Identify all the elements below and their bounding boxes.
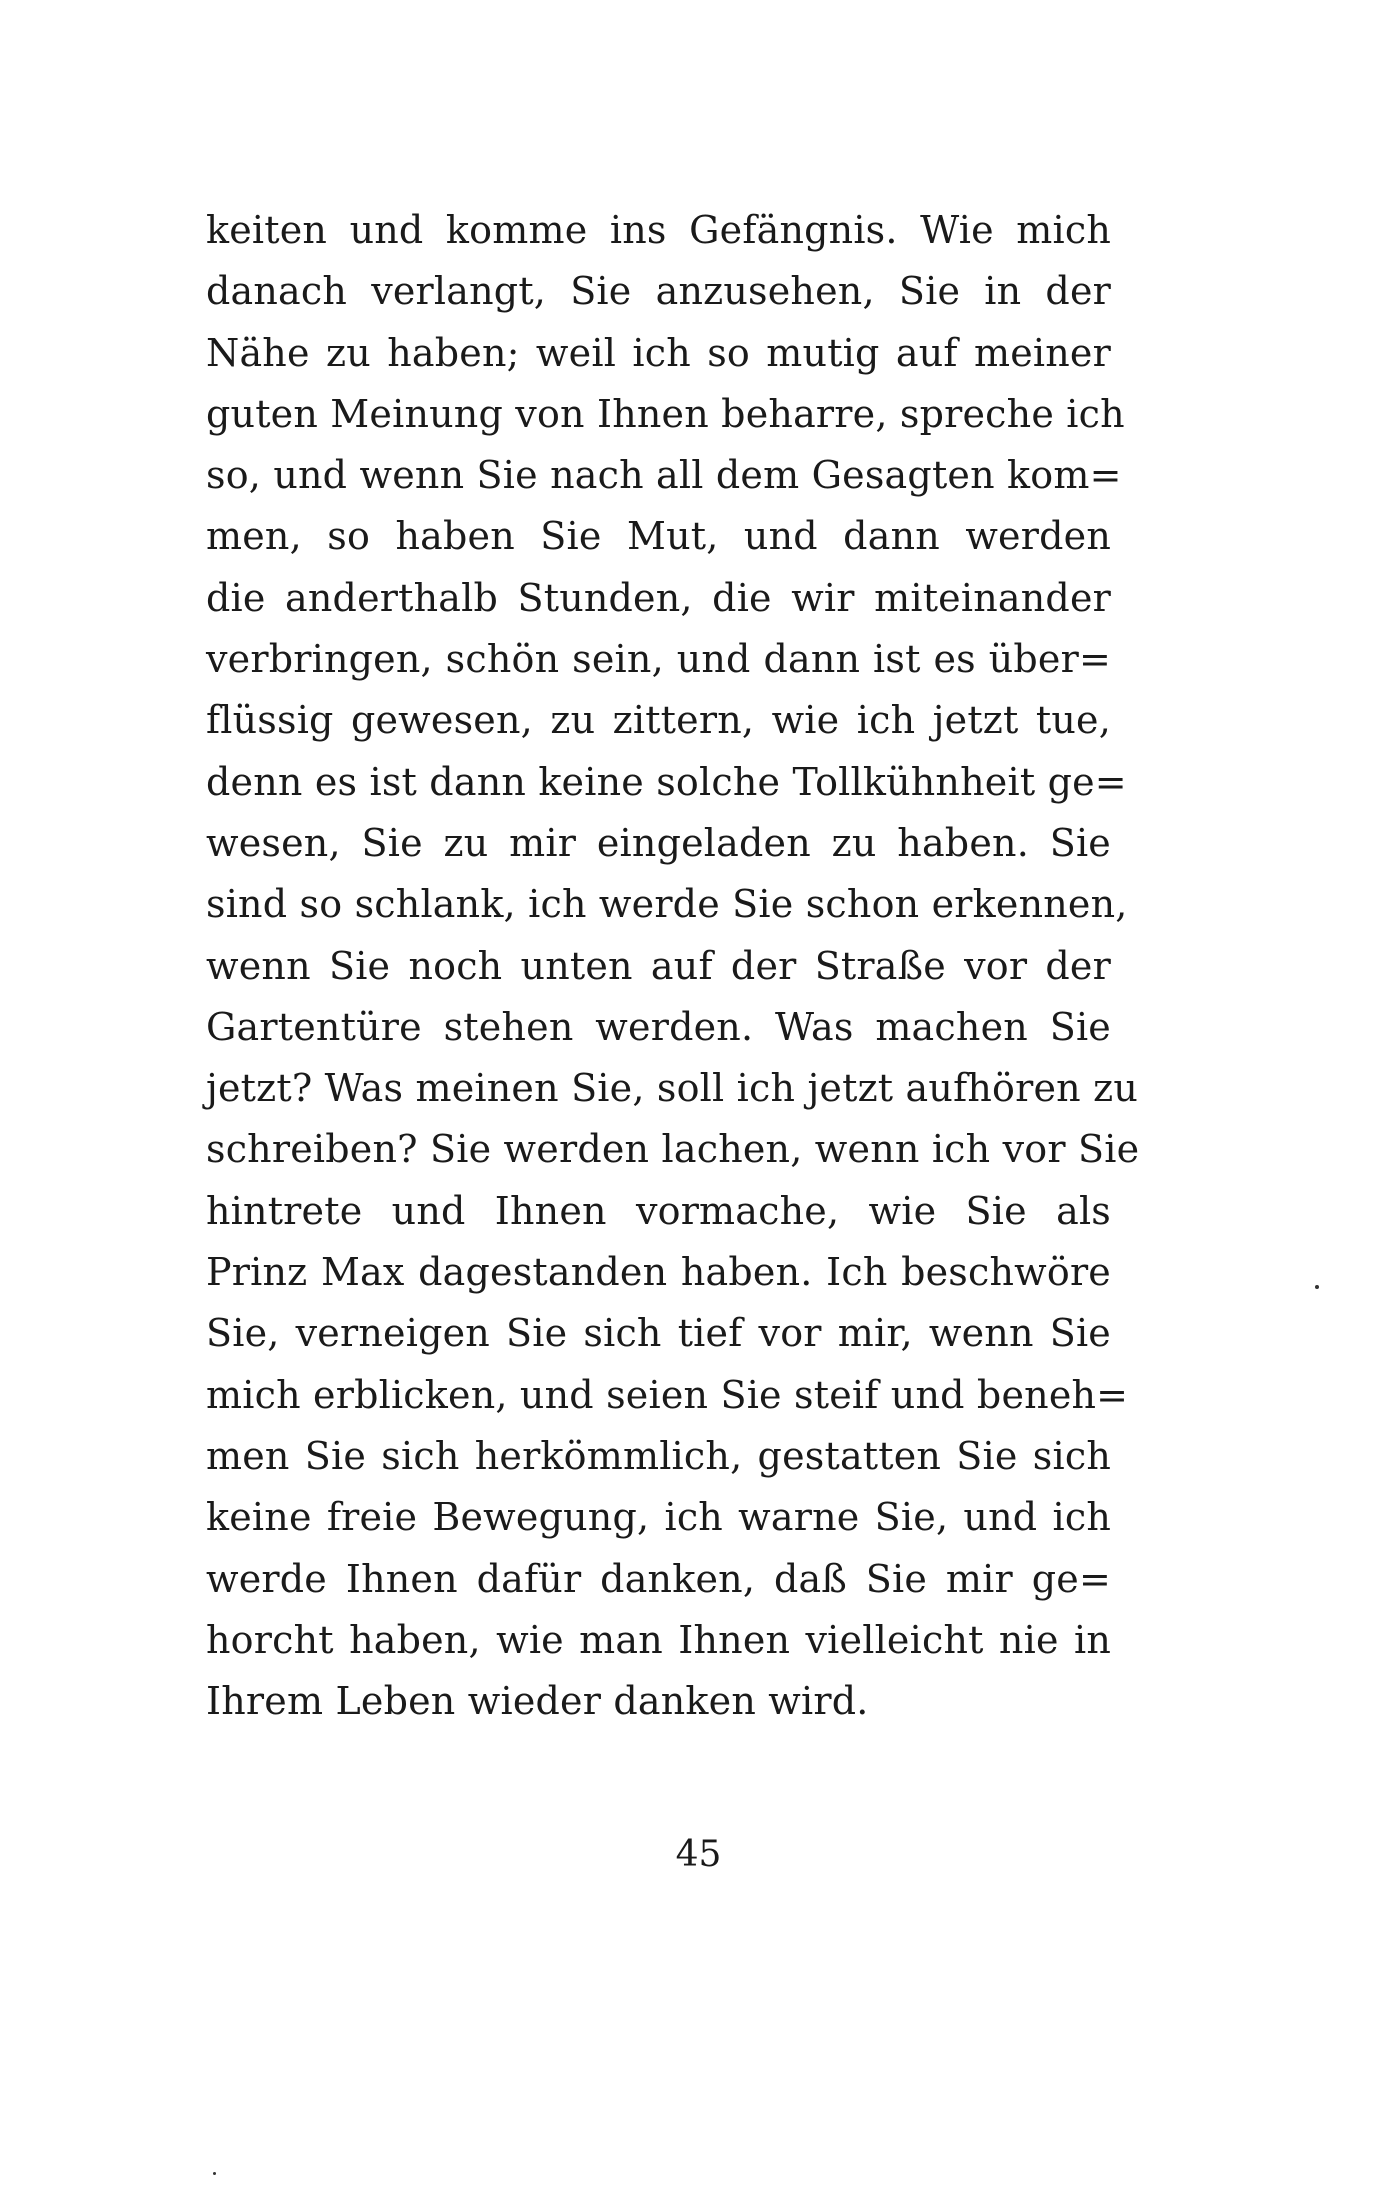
text-line: die anderthalb Stunden, die wir miteinander — [206, 575, 1111, 620]
text-line-last: Ihrem Leben wieder danken wird. — [206, 1679, 869, 1724]
text-line: denn es ist dann keine solche Tollkühnheit ge= — [206, 759, 1127, 804]
text-line: mich erblicken, und seien Sie steif und beneh= — [206, 1372, 1129, 1417]
text-line: jetzt? Was meinen Sie, soll ich jetzt aufhören zu — [206, 1066, 1139, 1111]
paper-speck — [1315, 1285, 1319, 1289]
text-line: sind so schlank, ich werde Sie schon erkennen, — [206, 882, 1128, 927]
text-line: wenn Sie noch unten auf der Straße vor der — [206, 943, 1111, 988]
text-line: Nähe zu haben; weil ich so mutig auf meiner — [206, 330, 1111, 375]
text-line: keiten und komme ins Gefängnis. Wie mich — [206, 208, 1111, 252]
text-line: flüssig gewesen, zu zittern, wie ich jetzt tue, — [206, 698, 1111, 743]
page-number: 45 — [675, 1834, 722, 1875]
body-text — [206, 200, 1140, 1732]
text-line: Sie, verneigen Sie sich tief vor mir, wenn Sie — [206, 1311, 1111, 1356]
text-line: Gartentüre stehen werden. Was machen Sie — [206, 1004, 1111, 1049]
text-line: hintrete und Ihnen vormache, wie Sie als — [206, 1188, 1111, 1233]
text-line: men, so haben Sie Mut, und dann werden — [206, 514, 1111, 559]
text-line: danach verlangt, Sie anzusehen, Sie in der — [206, 269, 1111, 314]
paper-speck — [213, 2172, 216, 2175]
text-line: Prinz Max dagestanden haben. Ich beschwöre — [206, 1250, 1111, 1295]
text-line: guten Meinung von Ihnen beharre, spreche ich — [206, 391, 1125, 436]
text-line: wesen, Sie zu mir eingeladen zu haben. Sie — [206, 820, 1111, 865]
text-line: schreiben? Sie werden lachen, wenn ich vor Sie — [206, 1127, 1140, 1172]
text-line: so, und wenn Sie nach all dem Gesagten kom= — [206, 453, 1122, 498]
text-line: horcht haben, wie man Ihnen vielleicht nie in — [206, 1617, 1111, 1662]
text-line: werde Ihnen dafür danken, daß Sie mir ge= — [206, 1556, 1111, 1601]
text-line: men Sie sich herkömmlich, gestatten Sie sich — [206, 1433, 1111, 1478]
text-line: keine freie Bewegung, ich warne Sie, und ich — [206, 1495, 1111, 1540]
text-line: verbringen, schön sein, und dann ist es über= — [206, 637, 1111, 682]
